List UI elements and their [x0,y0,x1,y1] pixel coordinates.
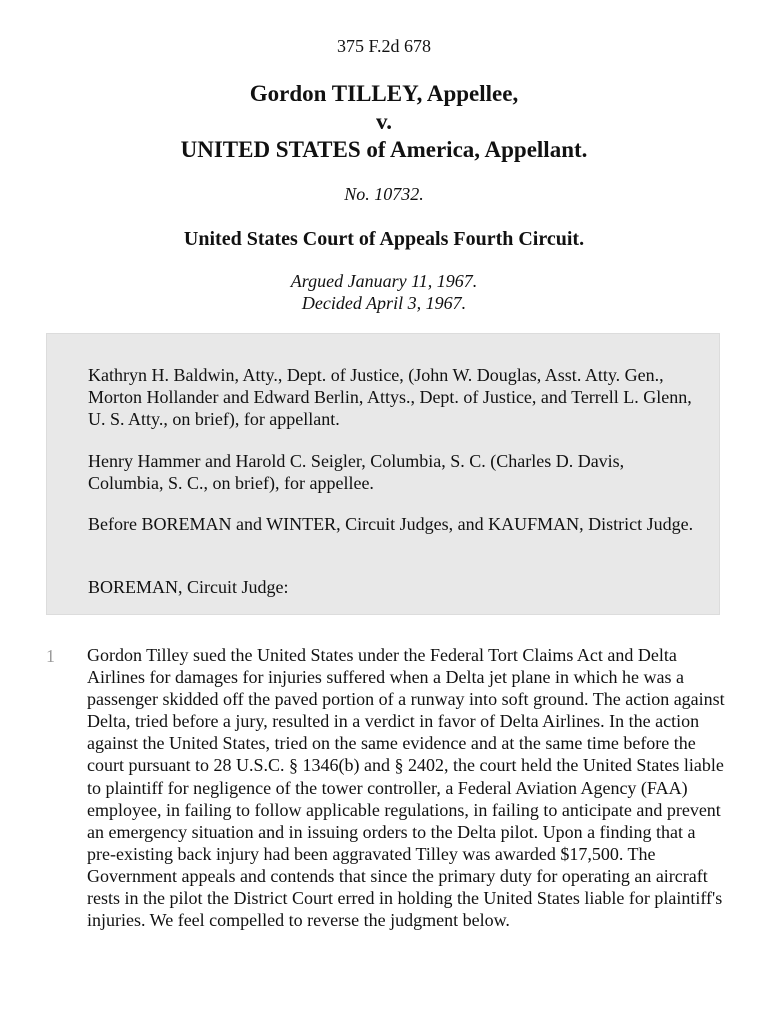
argued-date: Argued January 11, 1967. [290,271,478,291]
decided-date: Decided April 3, 1967. [301,293,467,313]
docket-number: No. 10732. [344,184,424,204]
case-caption [0,80,768,164]
court-name: United States Court of Appeals Fourth Circuit. [183,228,585,250]
case-citation: 375 F.2d 678 [336,36,432,56]
case-dates [0,270,768,314]
paragraph-number: 1 [46,646,55,666]
counsel-box [46,333,720,615]
appellant-counsel: Kathryn H. Baldwin, Atty., Dept. of Justice, (John W. Douglas, Asst. Atty. Gen., Morton Hollander and Edward Berlin, Attys., Dept. of Justice, and Terrell L. Glenn, U. S. Atty., on brief), for appellant. [88,365,692,429]
appellee-counsel: Henry Hammer and Harold C. Seigler, Columbia, S. C. (Charles D. Davis, Columbia, S. C., on brief), for appellee. [88,451,625,493]
opinion-paragraph: Gordon Tilley sued the United States under the Federal Tort Claims Act and Delta Airlines for damages for injuries suffered when a Delta jet plane in which he was a passenger skidded off the paved portion of a runway into soft ground. The action against Delta, tried before a jury, resulted in a verdict in favor of Delta Airlines. In the action against the United States, tried on the same evidence and at the same time before the court pursuant to 28 U.S.C. § 1346(b) and § 2402, the court held the United States liable to plaintiff for negligence of the tower controller, a Federal Aviation Agency (FAA) employee, in failing to follow applicable regulations, in failing to anticipate and prevent an emergency situation and in issuing orders to the Delta pilot. Upon a finding that a pre-existing back injury had been aggravated Tilley was awarded $17,500. The Government appeals and contends that since the primary duty for operating an aircraft rests in the pilot the District Court erred in holding the United States liable for plaintiff's injuries. We feel compelled to reverse the judgment below. [87,645,725,931]
judicial-panel: Before BOREMAN and WINTER, Circuit Judges, and KAUFMAN, District Judge. [88,514,694,534]
appellee-name: Gordon TILLEY, Appellee, [249,81,519,106]
appellant-name: UNITED STATES of America, Appellant. [180,137,588,162]
versus-label: v. [376,109,392,134]
opinion-author: BOREMAN, Circuit Judge: [88,577,289,597]
